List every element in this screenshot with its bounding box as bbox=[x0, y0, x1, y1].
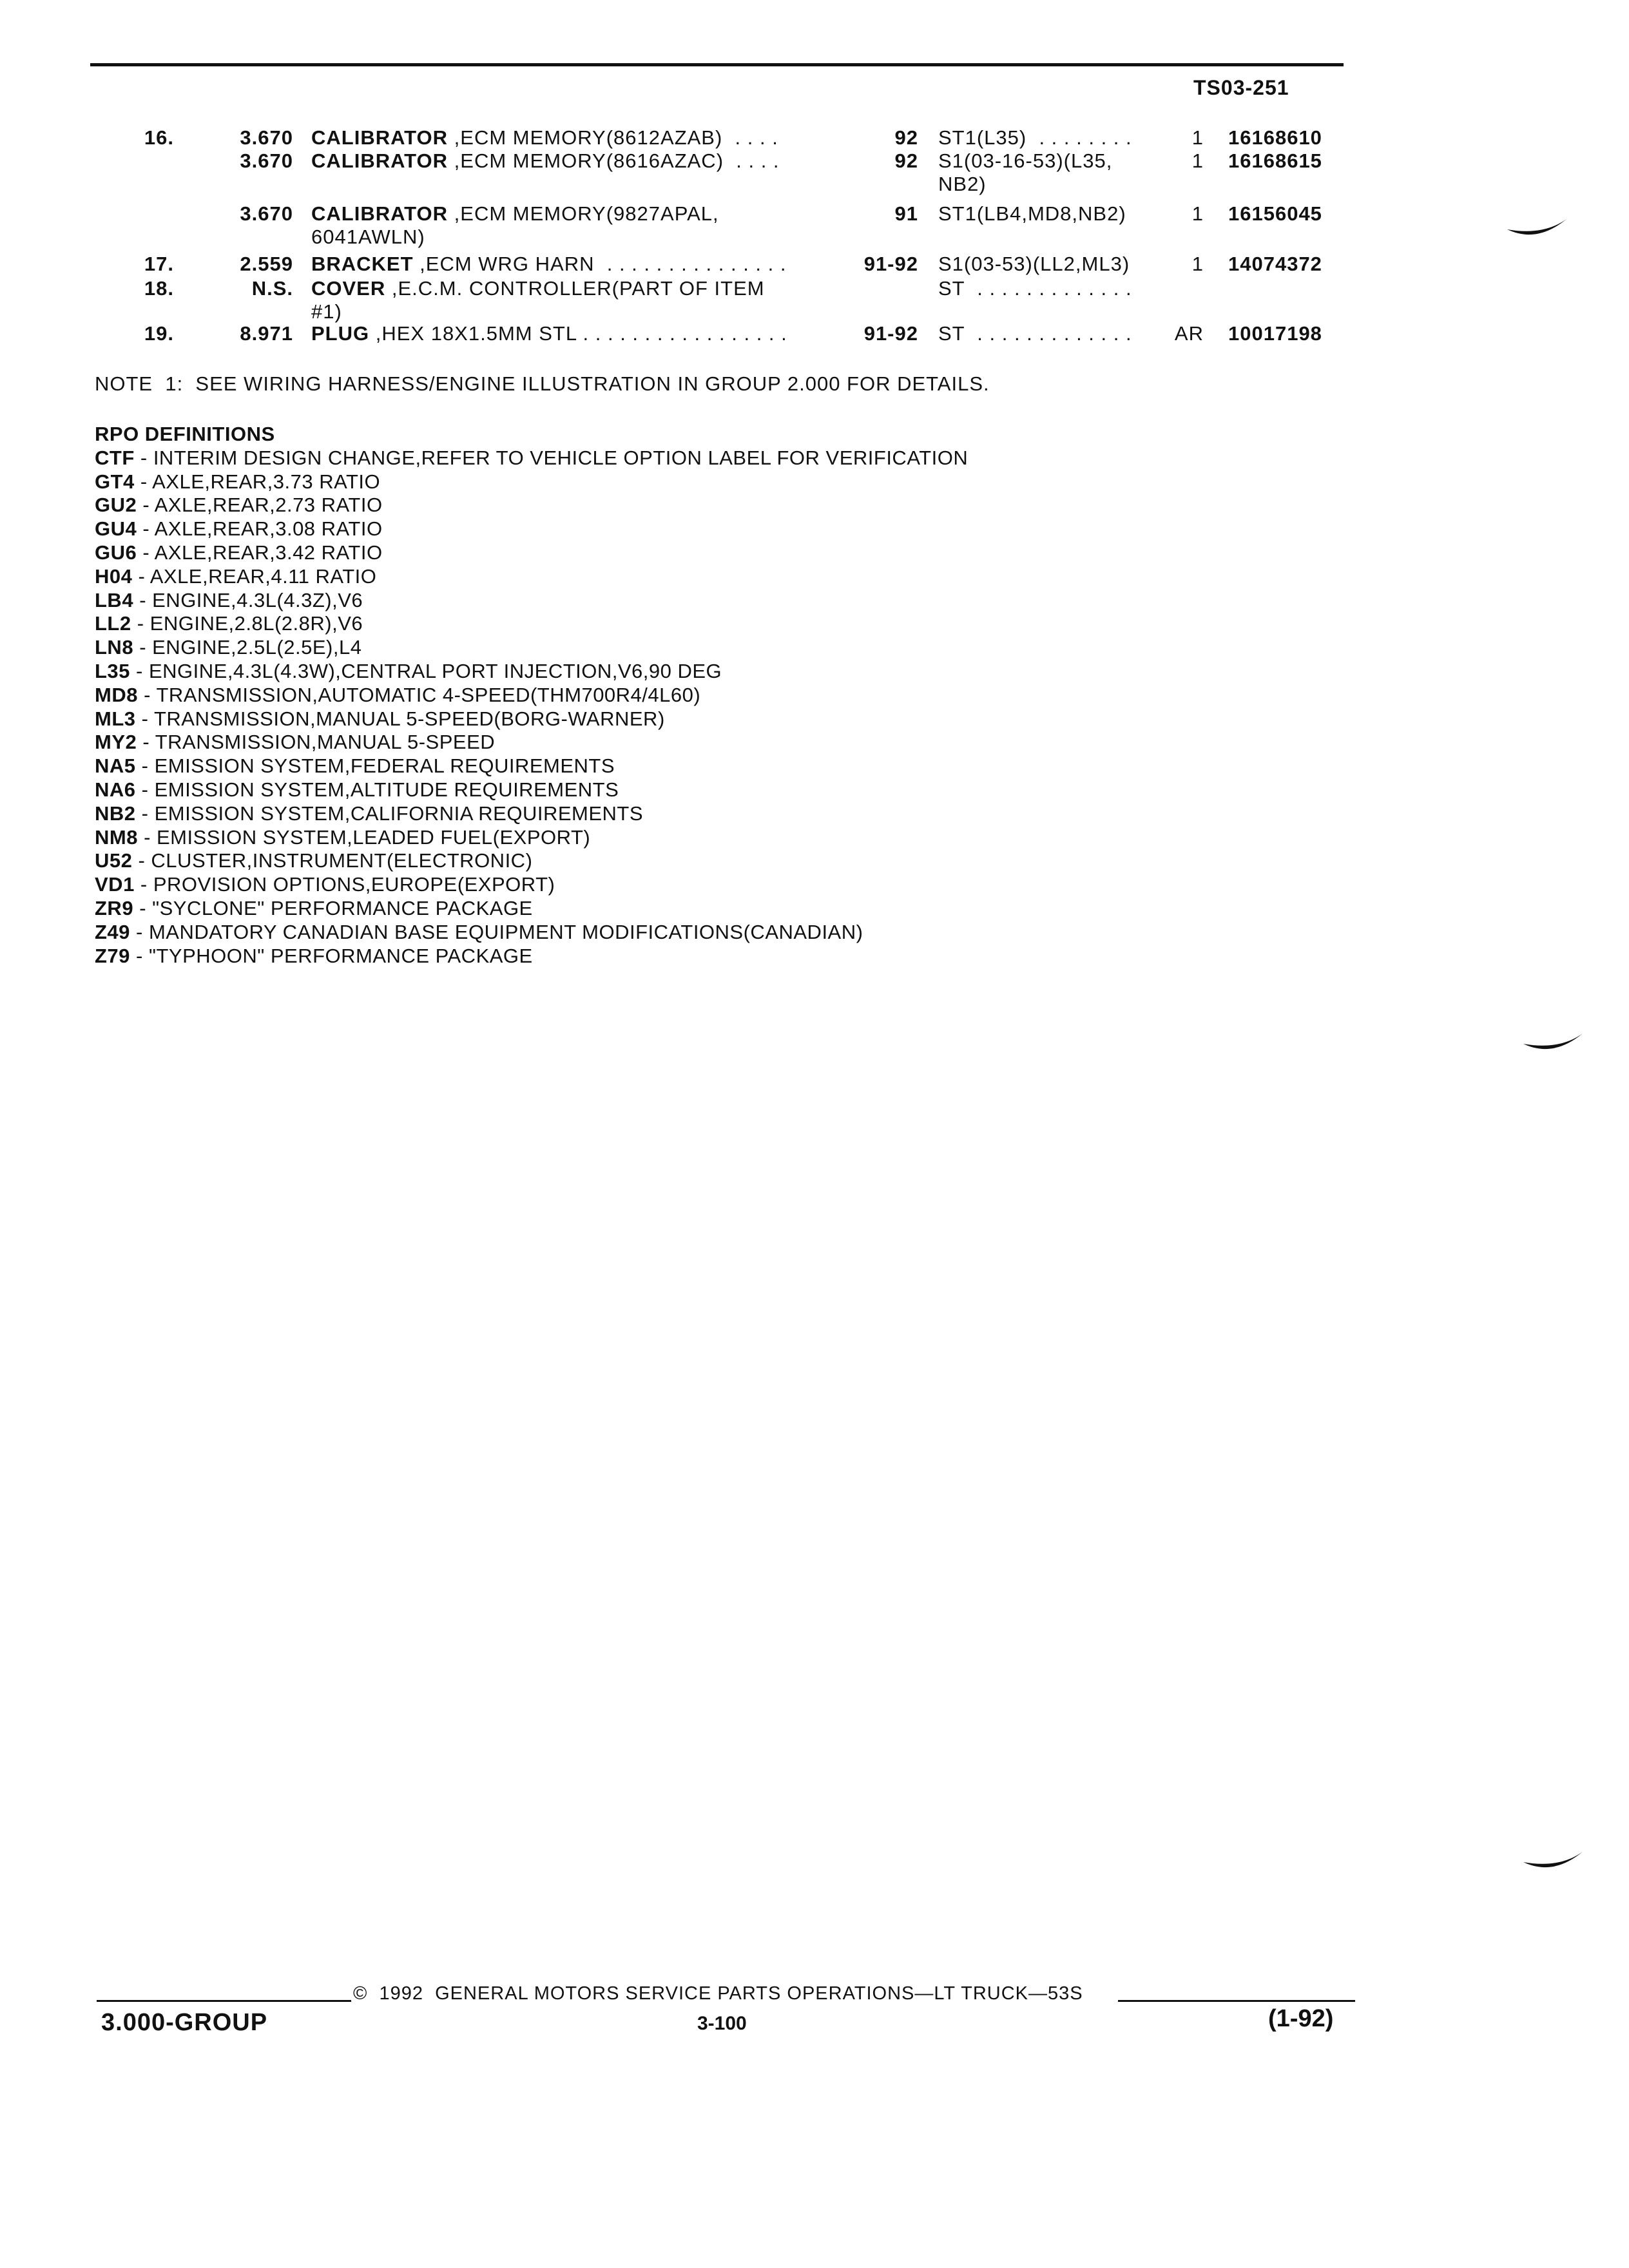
group-label: 3.000-GROUP bbox=[101, 2009, 268, 2036]
rpo-text: - ENGINE,2.8L(2.8R),V6 bbox=[131, 612, 363, 635]
rpo-code: LB4 bbox=[95, 588, 134, 611]
quantity: 1 bbox=[1191, 202, 1204, 225]
page-number: 3-100 bbox=[697, 2013, 747, 2034]
part-detail: ,E.C.M. CONTROLLER(PART OF ITEM bbox=[385, 277, 765, 300]
part-description bbox=[311, 322, 853, 345]
rpo-heading: RPO DEFINITIONS bbox=[95, 423, 275, 445]
rpo-item bbox=[95, 589, 968, 613]
footer-rule-right bbox=[1118, 2000, 1355, 2002]
rpo-code: GU2 bbox=[95, 494, 137, 517]
part-detail: ,ECM MEMORY(8612AZAB) . . . . bbox=[448, 126, 778, 149]
rpo-item bbox=[95, 849, 968, 873]
rpo-item bbox=[95, 494, 968, 517]
rpo-item bbox=[95, 778, 968, 802]
group-number: 2.559 bbox=[240, 253, 293, 275]
page-code: TS03-251 bbox=[1193, 76, 1289, 99]
rpo-code: GT4 bbox=[95, 470, 135, 493]
rpo-text: - EMISSION SYSTEM,CALIFORNIA REQUIREMENTS bbox=[135, 802, 644, 825]
part-detail: ,ECM MEMORY(8616AZAC) . . . . bbox=[448, 149, 780, 172]
rpo-item bbox=[95, 826, 968, 850]
model-year: 92 bbox=[894, 149, 918, 172]
quantity: 1 bbox=[1191, 126, 1204, 149]
rpo-text: - MANDATORY CANADIAN BASE EQUIPMENT MODIFICATIONS(CANADIAN) bbox=[130, 920, 863, 943]
rpo-text: - AXLE,REAR,2.73 RATIO bbox=[137, 494, 383, 517]
usage-code: NB2) bbox=[938, 173, 987, 195]
item-number: 18. bbox=[144, 277, 174, 300]
rpo-item bbox=[95, 731, 968, 754]
part-name: CALIBRATOR bbox=[311, 149, 448, 172]
usage-code: S1(03-16-53)(L35, bbox=[938, 149, 1113, 172]
rpo-text: - TRANSMISSION,MANUAL 5-SPEED(BORG-WARNER) bbox=[135, 707, 665, 730]
rpo-code: Z79 bbox=[95, 944, 130, 967]
rpo-text: - AXLE,REAR,3.42 RATIO bbox=[137, 541, 383, 564]
top-rule bbox=[90, 63, 1344, 66]
part-description bbox=[311, 277, 853, 300]
part-number: 14074372 bbox=[1228, 253, 1322, 275]
item-number: 19. bbox=[144, 322, 174, 345]
group-number: 3.670 bbox=[240, 126, 293, 149]
footer-rule-left bbox=[97, 2000, 351, 2002]
rpo-item bbox=[95, 921, 968, 945]
rpo-code: GU6 bbox=[95, 541, 137, 564]
part-description bbox=[311, 253, 853, 276]
model-year: 91 bbox=[894, 202, 918, 225]
group-number: 3.670 bbox=[240, 202, 293, 225]
rpo-text: - AXLE,REAR,3.08 RATIO bbox=[137, 517, 383, 541]
rpo-text: - TRANSMISSION,MANUAL 5-SPEED bbox=[137, 731, 496, 754]
wiring-note: NOTE 1: SEE WIRING HARNESS/ENGINE ILLUSTRATION IN GROUP 2.000 FOR DETAILS. bbox=[95, 372, 990, 395]
rpo-code: GU4 bbox=[95, 517, 137, 541]
rpo-code: ML3 bbox=[95, 707, 136, 730]
part-detail: ,HEX 18X1.5MM STL . . . . . . . . . . . . . . . . . bbox=[369, 322, 787, 345]
rpo-definitions bbox=[95, 423, 968, 968]
model-year: 92 bbox=[894, 126, 918, 149]
group-number: 3.670 bbox=[240, 149, 293, 172]
rpo-text: - ENGINE,2.5L(2.5E),L4 bbox=[133, 636, 362, 659]
quantity: AR bbox=[1174, 322, 1204, 345]
rpo-text: - EMISSION SYSTEM,ALTITUDE REQUIREMENTS bbox=[135, 778, 619, 801]
rpo-item bbox=[95, 754, 968, 778]
model-year: 91-92 bbox=[863, 322, 918, 345]
rpo-text: - ENGINE,4.3L(4.3Z),V6 bbox=[133, 588, 363, 611]
group-number: N.S. bbox=[251, 277, 293, 300]
rpo-text: - EMISSION SYSTEM,LEADED FUEL(EXPORT) bbox=[137, 825, 591, 849]
rpo-item bbox=[95, 565, 968, 589]
rpo-text: - TRANSMISSION,AUTOMATIC 4-SPEED(THM700R4/4L60) bbox=[137, 683, 701, 706]
part-name: BRACKET bbox=[311, 253, 414, 275]
quantity: 1 bbox=[1191, 149, 1204, 172]
rpo-text: - "SYCLONE" PERFORMANCE PACKAGE bbox=[133, 896, 533, 919]
rpo-code: ZR9 bbox=[95, 896, 134, 919]
usage-code: ST1(L35) . . . . . . . . bbox=[938, 126, 1132, 149]
part-name: PLUG bbox=[311, 322, 370, 345]
rpo-text: - INTERIM DESIGN CHANGE,REFER TO VEHICLE OPTION LABEL FOR VERIFICATION bbox=[134, 446, 969, 469]
rpo-item bbox=[95, 517, 968, 541]
part-description: 6041AWLN) bbox=[311, 226, 425, 248]
part-detail: ,ECM MEMORY(9827APAL, bbox=[448, 202, 719, 225]
rpo-text: - CLUSTER,INSTRUMENT(ELECTRONIC) bbox=[132, 849, 533, 872]
part-description bbox=[311, 202, 853, 226]
rpo-text: - EMISSION SYSTEM,FEDERAL REQUIREMENTS bbox=[135, 754, 615, 778]
rpo-text: - PROVISION OPTIONS,EUROPE(EXPORT) bbox=[134, 873, 555, 896]
part-number: 16156045 bbox=[1228, 202, 1322, 225]
rpo-item bbox=[95, 707, 968, 731]
rpo-item bbox=[95, 873, 968, 897]
binder-hole-mark-icon bbox=[1521, 1031, 1585, 1057]
copyright-line: © 1992 GENERAL MOTORS SERVICE PARTS OPERATIONS—LT TRUCK—53S bbox=[353, 1983, 1083, 2004]
rpo-code: NA5 bbox=[95, 754, 136, 778]
part-name: COVER bbox=[311, 277, 386, 300]
item-number: 16. bbox=[144, 126, 174, 149]
binder-hole-mark-icon bbox=[1505, 216, 1569, 242]
part-number: 16168615 bbox=[1228, 149, 1322, 172]
rpo-code: U52 bbox=[95, 849, 133, 872]
rpo-text: - AXLE,REAR,3.73 RATIO bbox=[134, 470, 381, 493]
revision-date: (1-92) bbox=[1268, 2005, 1334, 2032]
rpo-item bbox=[95, 897, 968, 921]
rpo-code: CTF bbox=[95, 446, 135, 469]
rpo-code: MY2 bbox=[95, 731, 137, 754]
rpo-code: LL2 bbox=[95, 612, 131, 635]
rpo-code: LN8 bbox=[95, 636, 134, 659]
rpo-item bbox=[95, 945, 968, 968]
rpo-item bbox=[95, 660, 968, 684]
rpo-code: H04 bbox=[95, 564, 133, 588]
item-number: 17. bbox=[144, 253, 174, 275]
rpo-code: NM8 bbox=[95, 825, 138, 849]
rpo-code: NB2 bbox=[95, 802, 136, 825]
usage-code: ST1(LB4,MD8,NB2) bbox=[938, 202, 1126, 225]
part-number: 16168610 bbox=[1228, 126, 1322, 149]
part-name: CALIBRATOR bbox=[311, 202, 448, 225]
part-description: #1) bbox=[311, 300, 342, 323]
part-description bbox=[311, 126, 853, 149]
rpo-item bbox=[95, 541, 968, 565]
rpo-item bbox=[95, 802, 968, 826]
rpo-text: - "TYPHOON" PERFORMANCE PACKAGE bbox=[130, 944, 533, 967]
rpo-code: MD8 bbox=[95, 683, 138, 706]
rpo-code: NA6 bbox=[95, 778, 136, 801]
rpo-item bbox=[95, 447, 968, 470]
rpo-text: - ENGINE,4.3L(4.3W),CENTRAL PORT INJECTION,V6,90 DEG bbox=[130, 659, 722, 682]
rpo-code: VD1 bbox=[95, 873, 135, 896]
part-detail: ,ECM WRG HARN . . . . . . . . . . . . . . . bbox=[413, 253, 787, 275]
part-description bbox=[311, 149, 853, 173]
binder-hole-mark-icon bbox=[1521, 1849, 1585, 1875]
quantity: 1 bbox=[1191, 253, 1204, 275]
usage-code: ST . . . . . . . . . . . . . bbox=[938, 322, 1132, 345]
rpo-text: - AXLE,REAR,4.11 RATIO bbox=[132, 564, 377, 588]
rpo-item bbox=[95, 636, 968, 660]
usage-code: ST . . . . . . . . . . . . . bbox=[938, 277, 1132, 300]
part-name: CALIBRATOR bbox=[311, 126, 448, 149]
part-number: 10017198 bbox=[1228, 322, 1322, 345]
group-number: 8.971 bbox=[240, 322, 293, 345]
usage-code: S1(03-53)(LL2,ML3) bbox=[938, 253, 1130, 275]
rpo-code: L35 bbox=[95, 659, 130, 682]
model-year: 91-92 bbox=[863, 253, 918, 275]
rpo-item bbox=[95, 684, 968, 707]
rpo-item bbox=[95, 470, 968, 494]
rpo-code: Z49 bbox=[95, 920, 130, 943]
rpo-item bbox=[95, 612, 968, 636]
